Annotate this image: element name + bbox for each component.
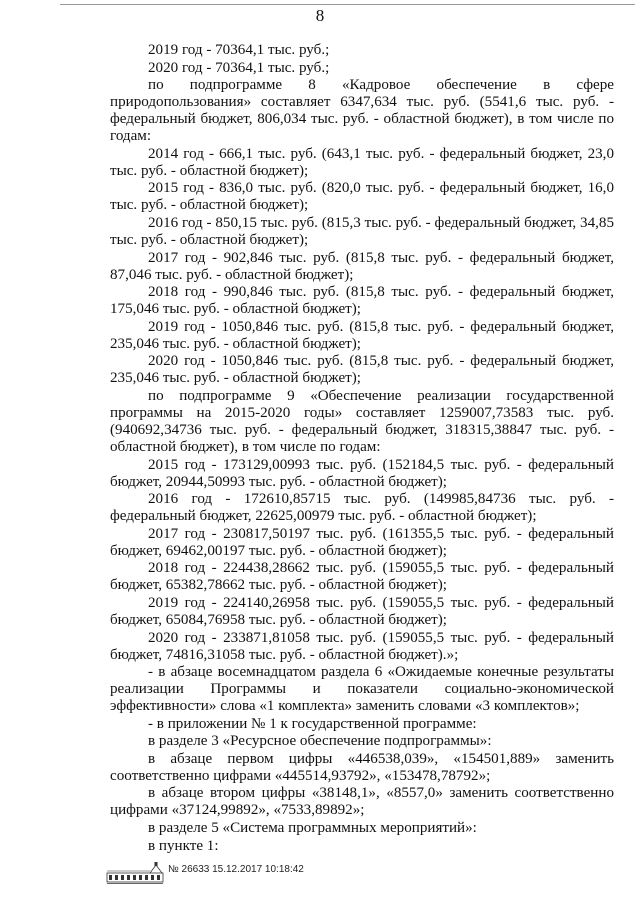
paragraph: в пункте 1: (148, 837, 219, 854)
paragraph: 2018 год - 990,846 тыс. руб. (815,8 тыс. руб. - федеральный бюджет, 175,046 тыс. руб. - областной бюджет); (110, 284, 614, 318)
paragraph: в абзаце втором цифры «38148,1», «8557,0» заменить соответственно цифрами «37124,99892», «7533,89892»; (110, 785, 614, 819)
paragraph: 2020 год - 1050,846 тыс. руб. (815,8 тыс. руб. - федеральный бюджет, 235,046 тыс. руб. - областной бюджет); (110, 353, 614, 387)
paragraph: 2016 год - 172610,85715 тыс. руб. (149985,84736 тыс. руб. - федеральный бюджет, 22625,00979 тыс. руб. - областной бюджет); (110, 491, 614, 525)
page-number: 8 (315, 6, 325, 25)
paragraph: в разделе 3 «Ресурсное обеспечение подпрограммы»: (148, 733, 492, 750)
paragraph: 2017 год - 230817,50197 тыс. руб. (161355,5 тыс. руб. - федеральный бюджет, 69462,00197 тыс. руб. - областной бюджет); (110, 525, 614, 559)
paragraph: - в приложении № 1 к государственной программе: (148, 715, 477, 732)
paragraph: 2015 год - 173129,00993 тыс. руб. (152184,5 тыс. руб. - федеральный бюджет, 20944,50993 тыс. руб. - областной бюджет); (110, 456, 614, 490)
scan-edge-line (60, 4, 635, 5)
document-body (110, 42, 614, 855)
paragraph: в абзаце первом цифры «446538,039», «154501,889» заменить соответственно цифрами «445514,93792», «153478,78792»; (110, 750, 614, 784)
registration-stamp: № 26633 15.12.2017 10:18:42 (168, 864, 304, 875)
paragraph: 2019 год - 224140,26958 тыс. руб. (159055,5 тыс. руб. - федеральный бюджет, 65084,76958 тыс. руб. - областной бюджет); (110, 594, 614, 628)
paragraph: 2018 год - 224438,28662 тыс. руб. (159055,5 тыс. руб. - федеральный бюджет, 65382,78662 тыс. руб. - областной бюджет); (110, 560, 614, 594)
paragraph: 2020 год - 70364,1 тыс. руб.; (148, 59, 330, 76)
paragraph: 2019 год - 1050,846 тыс. руб. (815,8 тыс. руб. - федеральный бюджет, 235,046 тыс. руб. - областной бюджет); (110, 318, 614, 352)
page-footer (0, 858, 640, 888)
paragraph: 2020 год - 233871,81058 тыс. руб. (159055,5 тыс. руб. - федеральный бюджет, 74816,31058 тыс. руб. - областной бюджет).»; (110, 629, 614, 663)
paragraph: по подпрограмме 8 «Кадровое обеспечение в сфере природопользования» составляет 6347,634 тыс. руб. (5541,6 тыс. руб. - федеральный бюджет, 806,034 тыс. руб. - областной бюджет), в том числе по годам: (110, 77, 614, 145)
paragraph: 2019 год - 70364,1 тыс. руб.; (148, 42, 330, 58)
paragraph: по подпрограмме 9 «Обеспечение реализации государственной программы на 2015-2020 годы» составляет 1259007,73583 тыс. руб. (940692,34736 тыс. руб. - федеральный бюджет, 318315,38847 тыс. руб. - областной бюджет), в том числе по годам: (110, 387, 614, 455)
building-seal-icon (106, 861, 164, 885)
paragraph: 2014 год - 666,1 тыс. руб. (643,1 тыс. руб. - федеральный бюджет, 23,0 тыс. руб. - областной бюджет); (110, 145, 614, 179)
paragraph: в разделе 5 «Система программных мероприятий»: (148, 820, 477, 837)
paragraph: - в абзаце восемнадцатом раздела 6 «Ожидаемые конечные результаты реализации Программы и показатели социально-экономической эффективности» слова «1 комплекта» заменить словами «3 комплектов»; (110, 664, 614, 715)
paragraph: 2015 год - 836,0 тыс. руб. (820,0 тыс. руб. - федеральный бюджет, 16,0 тыс. руб. - областной бюджет); (110, 180, 614, 214)
paragraph: 2017 год - 902,846 тыс. руб. (815,8 тыс. руб. - федеральный бюджет, 87,046 тыс. руб. - областной бюджет); (110, 249, 614, 283)
paragraph: 2016 год - 850,15 тыс. руб. (815,3 тыс. руб. - федеральный бюджет, 34,85 тыс. руб. - областной бюджет); (110, 214, 614, 248)
